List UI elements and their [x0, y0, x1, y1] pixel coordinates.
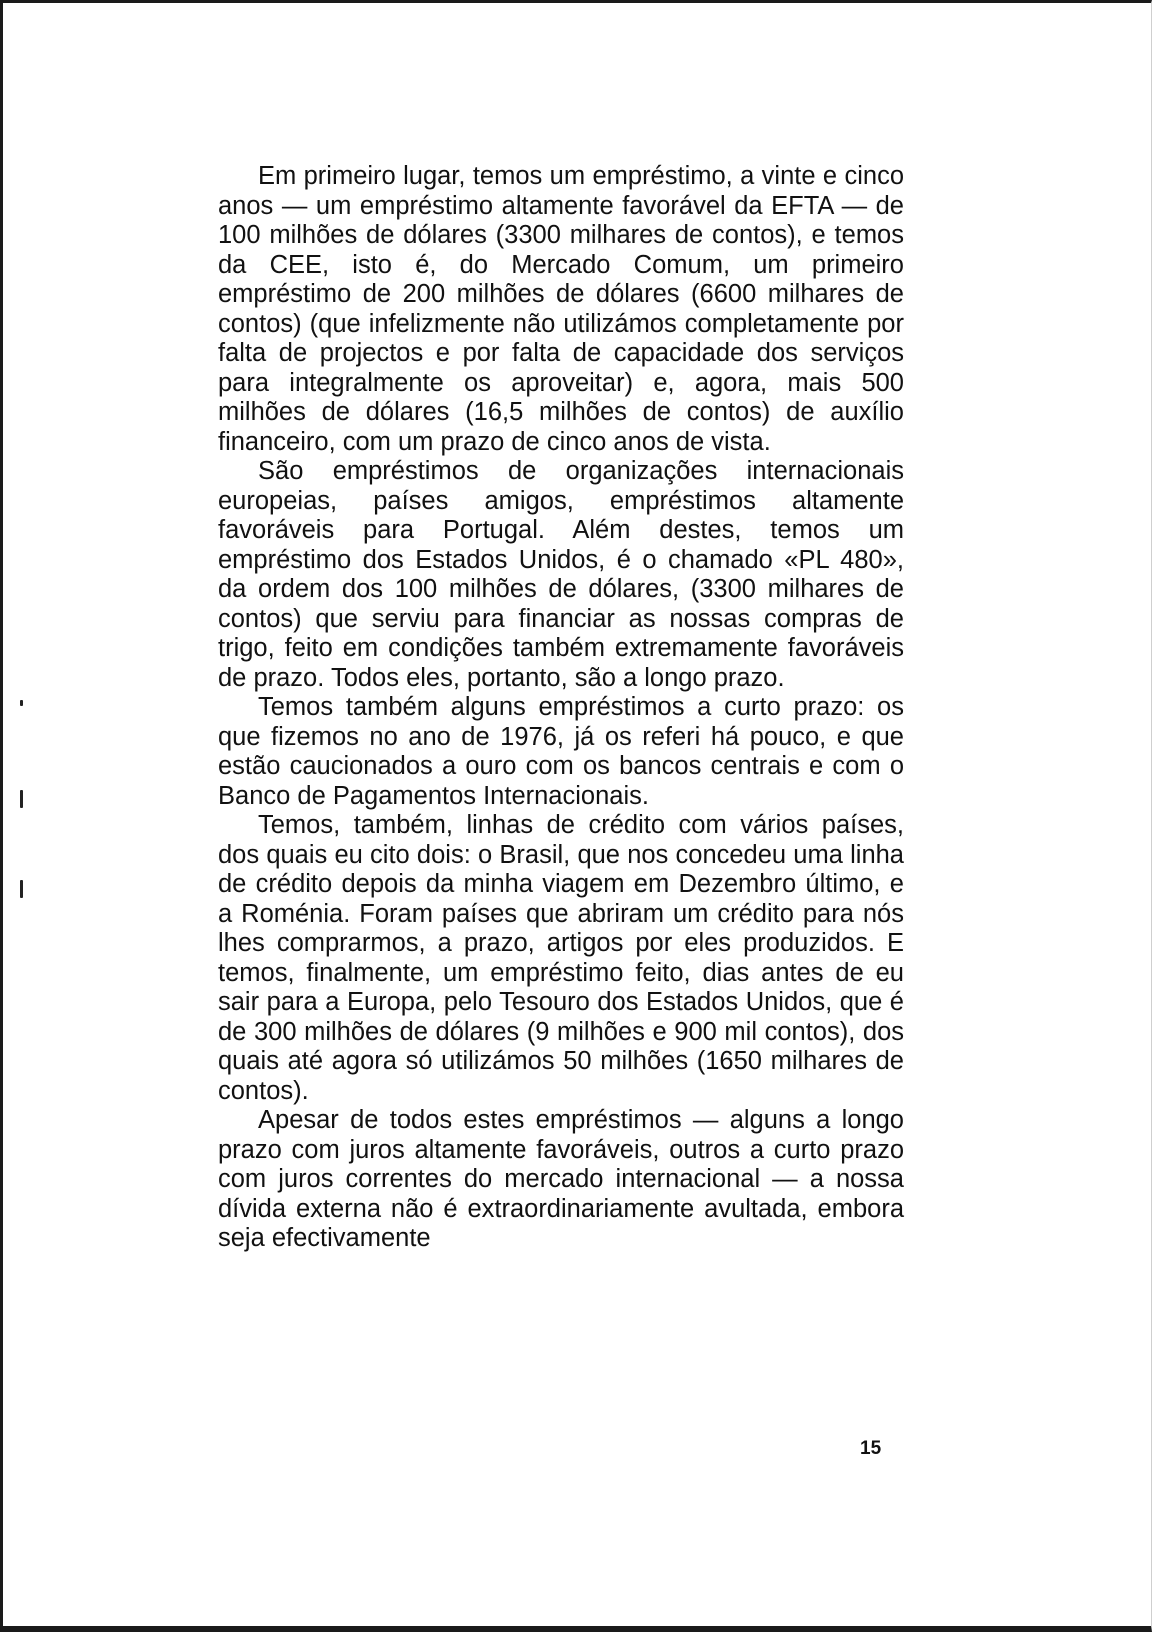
paragraph: Apesar de todos estes empréstimos — alguns a longo prazo com juros altamente favoráveis, outros a curto prazo com juros correntes do mercado internacional — a nossa dívida externa não é extraordinariamente avultada, embora seja efectivamente [218, 1106, 904, 1252]
margin-mark [20, 790, 23, 808]
margin-mark [20, 700, 23, 706]
body-text [218, 162, 904, 1254]
paragraph: Em primeiro lugar, temos um empréstimo, a vinte e cinco anos — um empréstimo altamente favorável da EFTA — de 100 milhões de dólares (3300 milhares de contos), e temos da CEE, isto é, do Mercado Comum, um primeiro empréstimo de 200 milhões de dólares (6600 milhares de contos) (que infelizmente não utilizámos completamente por falta de projectos e por falta de capacidade dos serviços para integralmente os aproveitar) e, agora, mais 500 milhões de dólares (16,5 milhões de contos) de auxílio financeiro, com um prazo de cinco anos de vista. [218, 162, 904, 456]
paragraph: Temos também alguns empréstimos a curto prazo: os que fizemos no ano de 1976, já os referi há pouco, e que estão caucionados a ouro com os bancos centrais e com o Banco de Pagamentos Internacionais. [218, 693, 904, 810]
page-number: 15 [860, 1438, 882, 1459]
margin-mark [20, 880, 23, 898]
paragraph: Temos, também, linhas de crédito com vários países, dos quais eu cito dois: o Brasil, que nos concedeu uma linha de crédito depois da minha viagem em Dezembro último, e a Roménia. Foram países que abriram um crédito para nós lhes comprarmos, a prazo, artigos por eles produzidos. E temos, finalmente, um empréstimo feito, dias antes de eu sair para a Europa, pelo Tesouro dos Estados Unidos, que é de 300 milhões de dólares (9 milhões e 900 mil contos), dos quais até agora só utilizámos 50 milhões (1650 milhares de contos). [218, 811, 904, 1105]
paragraph: São empréstimos de organizações internacionais europeias, países amigos, empréstimos altamente favoráveis para Portugal. Além destes, temos um empréstimo dos Estados Unidos, é o chamado «PL 480», da ordem dos 100 milhões de dólares, (3300 milhares de contos) que serviu para financiar as nossas compras de trigo, feito em condições também extremamente favoráveis de prazo. Todos eles, portanto, são a longo prazo. [218, 457, 904, 692]
